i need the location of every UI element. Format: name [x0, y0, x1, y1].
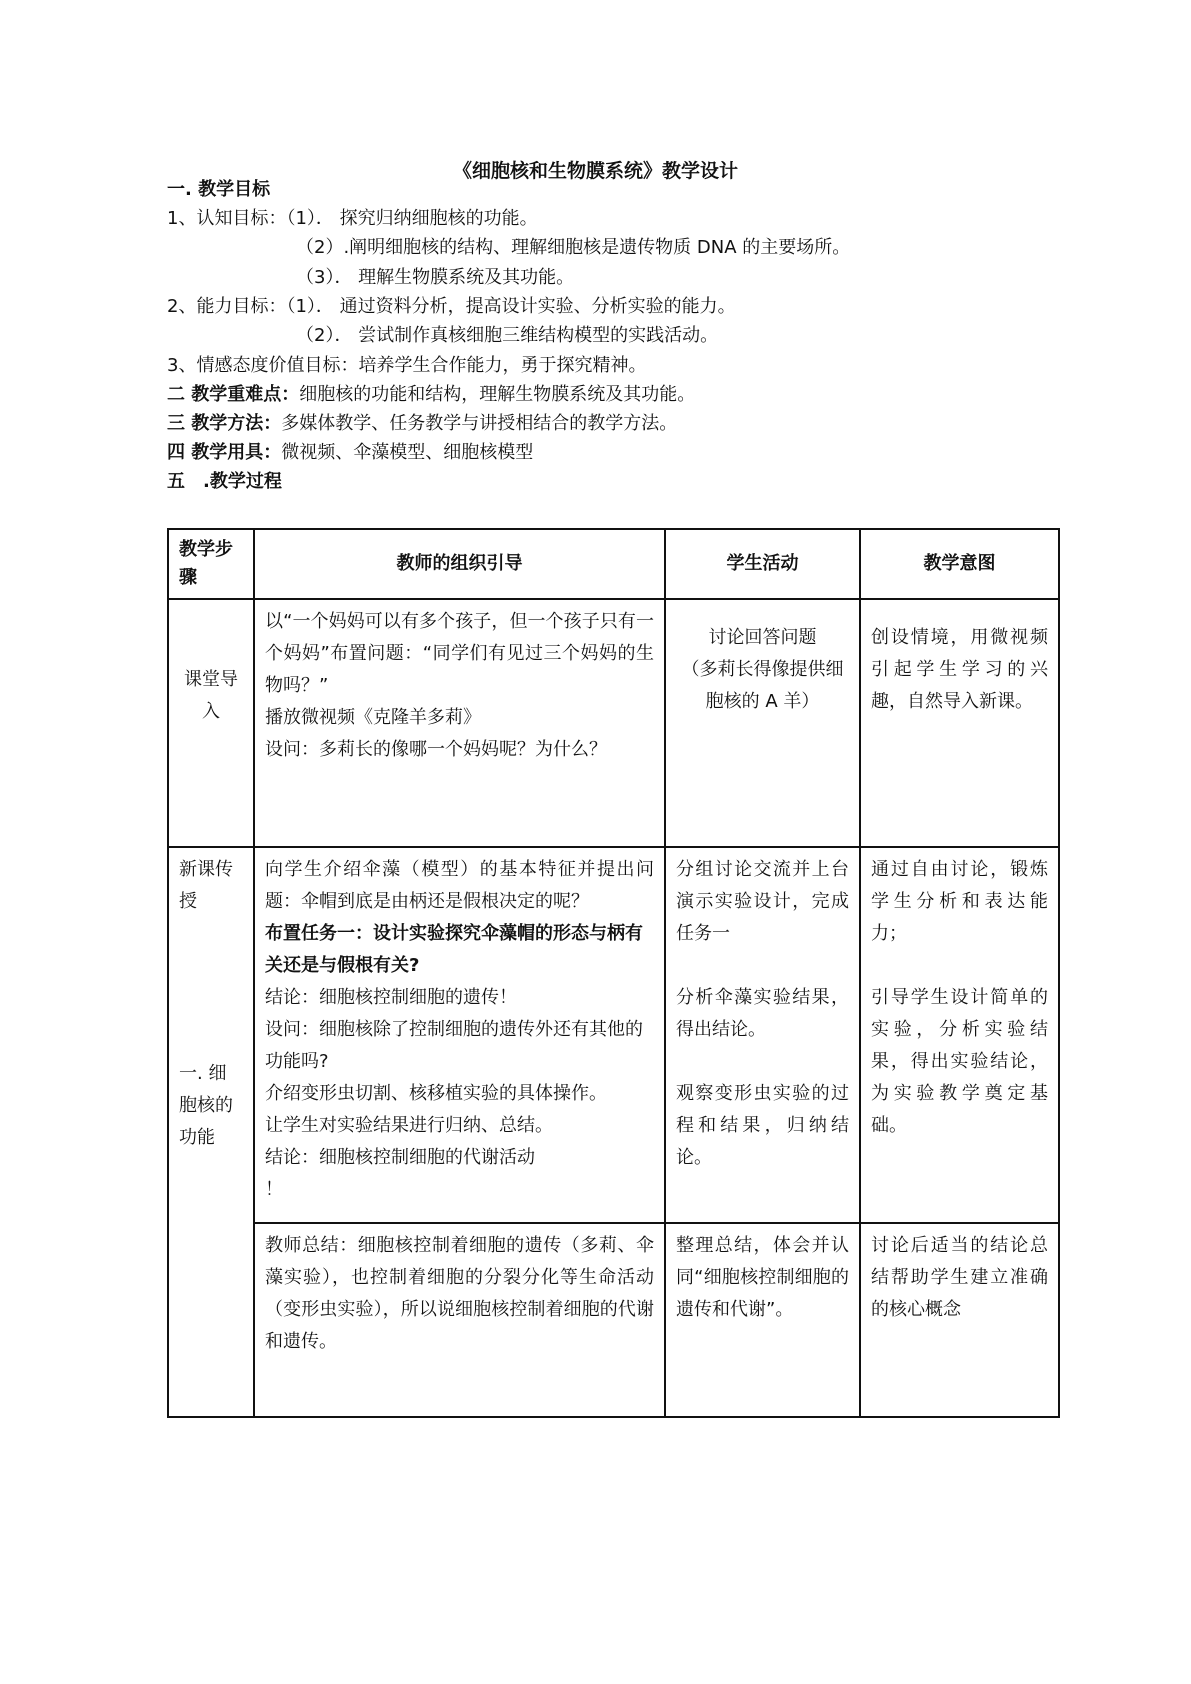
table-row [168, 847, 1059, 1223]
row2-step-b: 一. 细胞核的功能 [179, 1063, 233, 1148]
header-student: 学生活动 [665, 529, 860, 599]
row2-teacher-text-2: 结论：细胞核控制细胞的遗传！ 设问：细胞核除了控制细胞的遗传外还有其他的功能吗? 介绍变形虫切割、核移植实验的具体操作。 让学生对实验结果进行归纳、总结。 结论：细胞核控制细胞的代谢活动 ！ [265, 987, 643, 1200]
row2-teacher [254, 847, 665, 1223]
objective-cognitive-3: （3）． 理解生物膜系统及其功能。 [296, 267, 575, 288]
tools-line [167, 441, 533, 465]
objective-ability-2: （2）． 尝试制作真核细胞三维结构模型的实践活动。 [296, 325, 719, 346]
row2-step [168, 847, 254, 1417]
row3-student [665, 1223, 860, 1417]
row2-student [665, 847, 860, 1223]
header-step: 教学步骤 [168, 529, 254, 599]
row1-intent-text: 创设情境，用微视频引起学生学习的兴趣，自然导入新课。 [871, 627, 1048, 712]
row3-intent-text: 讨论后适当的结论总结帮助学生建立准确的核心概念 [871, 1235, 1048, 1320]
row2-intent-text: 通过自由讨论，锻炼学生分析和表达能力； 引导学生设计简单的实验，分析实验结果，得出实验结论，为实验教学奠定基础。 [871, 859, 1048, 1136]
objectives-heading: 一. 教学目标 [167, 179, 271, 200]
objective-cognitive-2: （2）.阐明细胞核的结构、理解细胞核是遗传物质 DNA 的主要场所。 [296, 237, 851, 258]
tools-text: 微视频、伞藻模型、细胞核模型 [281, 442, 534, 463]
row1-intent [860, 599, 1059, 847]
row2-intent [860, 847, 1059, 1223]
table-header-row [168, 529, 1059, 599]
row3-intent [860, 1223, 1059, 1417]
row2-step-a: 新课传授 [179, 859, 233, 912]
row1-student [665, 599, 860, 847]
keypoints-line [167, 383, 695, 407]
process-heading: 五 .教学过程 [167, 471, 282, 492]
row2-teacher-task: 布置任务一：设计实验探究伞藻帽的形态与柄有关还是与假根有关? [265, 923, 643, 976]
row2-student-text: 分组讨论交流并上台演示实验设计，完成任务一 分析伞藻实验结果，得出结论。 观察变形虫实验的过程和结果，归纳结论。 [676, 859, 849, 1168]
objective-ability-1: 2、能力目标：（1）． 通过资料分析，提高设计实验、分析实验的能力。 [167, 296, 736, 317]
keypoints-text: 细胞核的功能和结构，理解生物膜系统及其功能。 [299, 384, 696, 405]
table-row [168, 1223, 1059, 1417]
header-teacher: 教师的组织引导 [254, 529, 665, 599]
row1-teacher-text: 以“一个妈妈可以有多个孩子，但一个孩子只有一个妈妈”布置问题：“同学们有见过三个妈妈的生物吗？” 播放微视频《克隆羊多莉》 设问：多莉长的像哪一个妈妈呢？为什么？ [265, 611, 654, 760]
header-intent: 教学意图 [860, 529, 1059, 599]
row3-teacher [254, 1223, 665, 1417]
objective-affective: 3、情感态度价值目标：培养学生合作能力，勇于探究精神。 [167, 355, 647, 376]
row1-student-text: 讨论回答问题 （多莉长得像提供细胞核的 A 羊） [681, 627, 844, 712]
objective-cognitive-1: 1、认知目标：（1）． 探究归纳细胞核的功能。 [167, 208, 538, 229]
methods-line [167, 412, 677, 436]
row3-student-text: 整理总结，体会并认同“细胞核控制细胞的遗传和代谢”。 [676, 1235, 849, 1320]
row2-teacher-text-1: 向学生介绍伞藻（模型）的基本特征并提出问题：伞帽到底是由柄还是假根决定的呢？ [265, 859, 654, 912]
methods-label: 三 教学方法： [167, 413, 282, 434]
row1-teacher [254, 599, 665, 847]
table-row [168, 599, 1059, 847]
row3-teacher-text: 教师总结：细胞核控制着细胞的遗传（多莉、伞藻实验），也控制着细胞的分裂分化等生命活动（变形虫实验），所以说细胞核控制着细胞的代谢和遗传。 [265, 1235, 654, 1352]
row1-step-text: 课堂导入 [184, 669, 238, 722]
teaching-process-table [167, 528, 1060, 1418]
document-title: 《细胞核和生物膜系统》教学设计 [452, 160, 738, 182]
tools-label: 四 教学用具： [167, 442, 282, 463]
keypoints-label: 二 教学重难点： [167, 384, 300, 405]
row1-step [168, 599, 254, 847]
methods-text: 多媒体教学、任务教学与讲授相结合的教学方法。 [281, 413, 678, 434]
